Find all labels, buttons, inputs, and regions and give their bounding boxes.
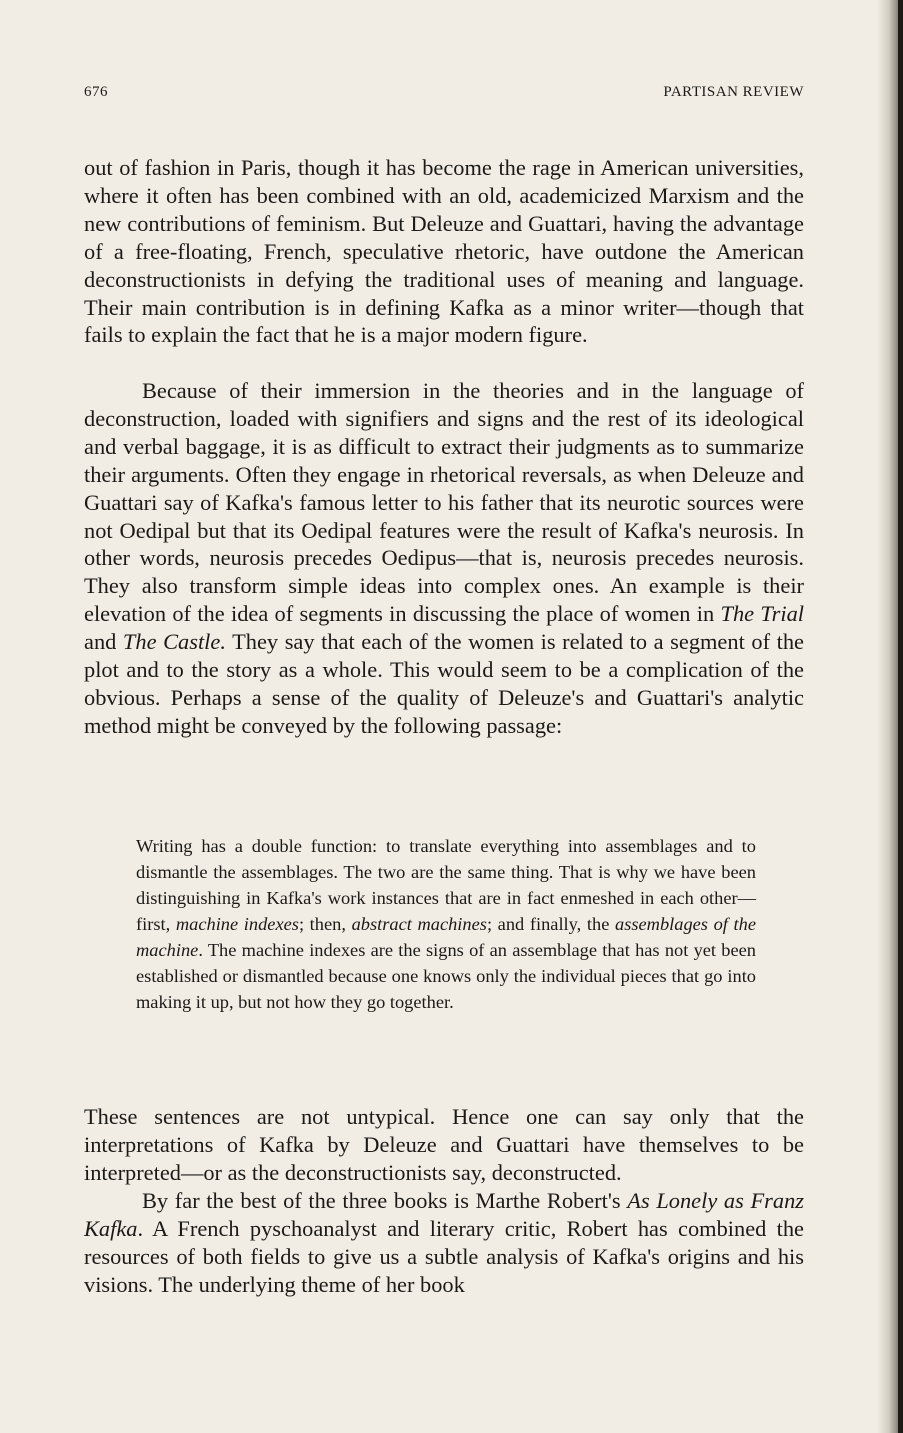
quote-text-b: ; then, — [298, 914, 352, 934]
quote-text-d: . The machine indexes are the signs of an assemblage that has not yet been established or dismantled because one knows only the individual pieces that go into making it up, but not how they go together. — [136, 940, 756, 1012]
quote-emphasis-abstract-machines: abstract machines — [351, 914, 487, 934]
paragraph-4 — [84, 1187, 804, 1299]
paragraph-1: out of fashion in Paris, though it has become the rage in American universities, where it often has been combined with an old, academicized Marxism and the new contributions of feminism. But Deleuze and Guattari, having the advantage of a free-floating, French, speculative rhetoric, have outdone the American deconstructionists in defying the traditional uses of meaning and language. Their main contribution is in defining Kafka as a minor writer—though that fails to explain the fact that he is a major modern figure. — [84, 155, 804, 348]
running-head — [84, 84, 804, 108]
quote-emphasis-machine-indexes: machine indexes — [175, 914, 299, 934]
journal-title: PARTISAN REVIEW — [663, 84, 804, 100]
paragraph-3: These sentences are not untypical. Hence one can say only that the interpretations of Kafka by Deleuze and Guattari have themselves to be interpreted—or as the deconstructionists say, deconstructed. — [84, 1104, 804, 1185]
book-title-the-trial: The Trial — [720, 601, 804, 627]
paragraph-2-text-c: They say that each of the women is related to a segment of the plot and to the story as a whole. This would seem to be a complication of the obvious. Perhaps a sense of the quality of Deleuze's and Guattari's analytic method might be conveyed by the following passage: — [84, 629, 804, 738]
book-title-as-lonely-as-franz-kafka: As Lonely as Franz Kafka — [84, 1188, 804, 1241]
paragraph-2-text-b: and — [84, 629, 123, 655]
binding-edge — [898, 0, 903, 1433]
paragraph-4-text-b: . A French pyschoanalyst and literary critic, Robert has combined the resources of both fields to give us a subtle analysis of Kafka's origins and his visions. The underlying theme of her book — [84, 1215, 804, 1297]
quote-text-a: Writing has a double function: to translate everything into assemblages and to dismantle the assemblages. The two are the same thing. That is why we have been distinguishing in Kafka's work instances that are in fact enmeshed in each other—first, — [136, 836, 756, 934]
book-title-the-castle: The Castle. — [122, 629, 226, 655]
block-quote — [136, 833, 756, 1015]
quote-text-c: ; and finally, the — [486, 914, 615, 934]
quote-emphasis-assemblages: assemblages of the machine — [136, 914, 756, 960]
paragraph-2-text-a: Because of their immersion in the theories and in the language of deconstruction, loaded with signifiers and signs and the rest of its ideological and verbal baggage, it is as difficult to extract their judgments as to summarize their arguments. Often they engage in rhetorical reversals, as when Deleuze and Guattari say of Kafka's famous letter to his father that its neurotic sources were not Oedipal but that its Oedipal features were the result of Kafka's neurosis. In other words, neurosis precedes Oedipus—that is, neurosis precedes neurosis. They also transform simple ideas into complex ones. An example is their elevation of the idea of segments in discussing the place of women in — [84, 378, 804, 627]
paragraph-4-text-a: By far the best of the three books is Marthe Robert's — [142, 1188, 628, 1213]
page-number: 676 — [84, 84, 108, 100]
paragraph-2 — [84, 377, 804, 740]
